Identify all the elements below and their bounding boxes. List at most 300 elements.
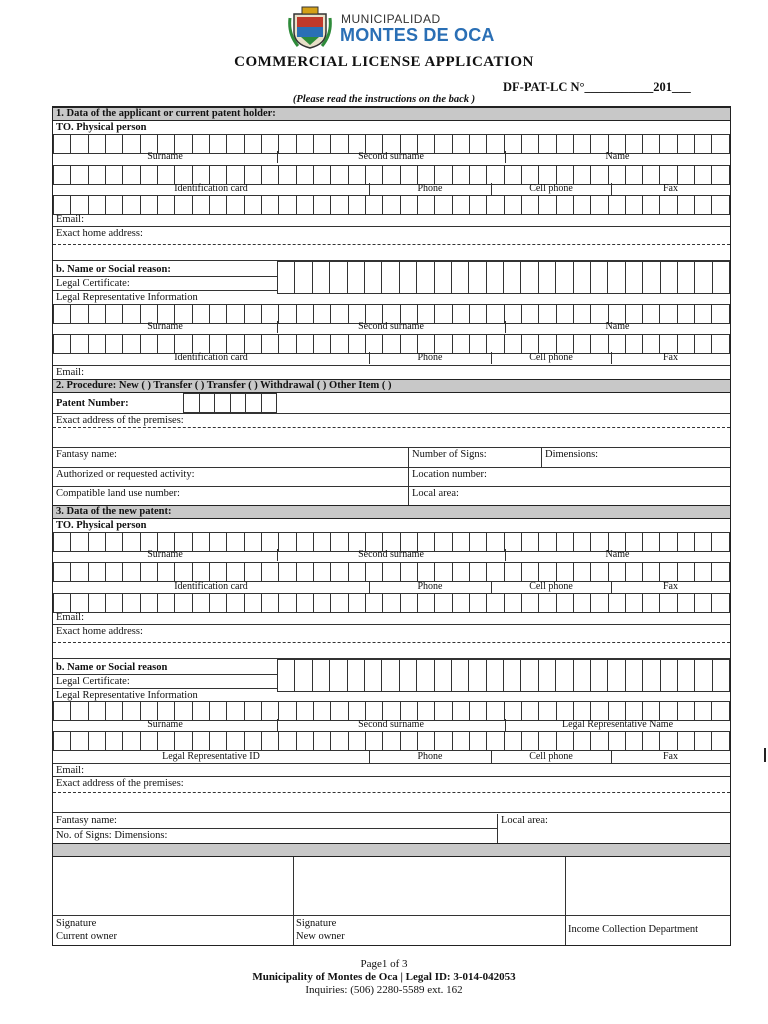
char-box[interactable] xyxy=(659,165,676,185)
char-box[interactable] xyxy=(209,701,226,721)
char-box[interactable] xyxy=(192,731,209,751)
char-box[interactable] xyxy=(330,334,347,354)
char-box[interactable] xyxy=(364,261,381,294)
char-box[interactable] xyxy=(521,334,538,354)
char-box[interactable] xyxy=(625,334,642,354)
char-box[interactable] xyxy=(122,593,139,613)
char-box[interactable] xyxy=(573,593,590,613)
char-box[interactable] xyxy=(296,334,313,354)
char-box[interactable] xyxy=(625,165,642,185)
char-box[interactable] xyxy=(261,165,278,185)
char-box[interactable] xyxy=(625,261,642,294)
char-box[interactable] xyxy=(226,195,243,215)
char-box[interactable] xyxy=(53,562,70,582)
char-box[interactable] xyxy=(590,562,607,582)
s3-contact-boxes[interactable] xyxy=(53,593,730,613)
s1-address-line[interactable] xyxy=(53,237,730,245)
char-box[interactable] xyxy=(70,562,87,582)
char-box[interactable] xyxy=(88,165,105,185)
char-box[interactable] xyxy=(382,593,399,613)
s3-email-field[interactable]: Email: xyxy=(53,611,730,625)
char-box[interactable] xyxy=(711,731,729,751)
char-box[interactable] xyxy=(157,334,174,354)
char-box[interactable] xyxy=(452,701,469,721)
char-box[interactable] xyxy=(313,701,330,721)
char-box[interactable] xyxy=(538,195,555,215)
char-box[interactable] xyxy=(677,165,694,185)
char-box[interactable] xyxy=(348,731,365,751)
s2-number-of-signs-field[interactable]: Number of Signs: xyxy=(409,448,542,468)
char-box[interactable] xyxy=(607,261,624,294)
char-box[interactable] xyxy=(556,701,573,721)
char-box[interactable] xyxy=(261,562,278,582)
char-box[interactable] xyxy=(347,659,364,692)
char-box[interactable] xyxy=(312,659,329,692)
char-box[interactable] xyxy=(88,701,105,721)
char-box[interactable] xyxy=(625,659,642,692)
char-box[interactable] xyxy=(694,659,711,692)
char-box[interactable] xyxy=(296,701,313,721)
char-box[interactable] xyxy=(521,701,538,721)
s2-fantasy-name-field[interactable]: Fantasy name: xyxy=(53,448,409,468)
char-box[interactable] xyxy=(573,261,590,294)
char-box[interactable] xyxy=(434,562,451,582)
char-box[interactable] xyxy=(400,593,417,613)
s2-premises-line[interactable] xyxy=(53,422,730,428)
char-box[interactable] xyxy=(296,593,313,613)
char-box[interactable] xyxy=(70,593,87,613)
s2-location-number-field[interactable]: Location number: xyxy=(409,468,730,487)
s2-land-use-field[interactable]: Compatible land use number: xyxy=(53,487,409,506)
char-box[interactable] xyxy=(608,165,625,185)
char-box[interactable] xyxy=(277,659,294,692)
char-box[interactable] xyxy=(192,165,209,185)
char-box[interactable] xyxy=(468,261,485,294)
char-box[interactable] xyxy=(573,195,590,215)
char-box[interactable] xyxy=(625,731,642,751)
char-box[interactable] xyxy=(382,701,399,721)
char-box[interactable] xyxy=(209,731,226,751)
char-box[interactable] xyxy=(590,195,607,215)
char-box[interactable] xyxy=(573,562,590,582)
char-box[interactable] xyxy=(504,195,521,215)
char-box[interactable] xyxy=(278,701,295,721)
char-box[interactable] xyxy=(88,195,105,215)
char-box[interactable] xyxy=(70,165,87,185)
char-box[interactable] xyxy=(261,334,278,354)
char-box[interactable] xyxy=(294,261,311,294)
char-box[interactable] xyxy=(469,165,486,185)
income-collection-dept[interactable]: Income Collection Department xyxy=(568,924,699,935)
char-box[interactable] xyxy=(538,701,555,721)
char-box[interactable] xyxy=(452,195,469,215)
char-box[interactable] xyxy=(140,593,157,613)
char-box[interactable] xyxy=(261,593,278,613)
char-box[interactable] xyxy=(608,562,625,582)
s3-rep-email-field[interactable]: Email: xyxy=(53,763,730,777)
char-box[interactable] xyxy=(417,731,434,751)
char-box[interactable] xyxy=(277,261,294,294)
char-box[interactable] xyxy=(556,593,573,613)
s1-email-field[interactable]: Email: xyxy=(53,213,730,227)
char-box[interactable] xyxy=(642,562,659,582)
char-box[interactable] xyxy=(122,165,139,185)
char-box[interactable] xyxy=(199,393,215,413)
char-box[interactable] xyxy=(347,261,364,294)
char-box[interactable] xyxy=(226,731,243,751)
char-box[interactable] xyxy=(312,261,329,294)
char-box[interactable] xyxy=(417,701,434,721)
s3-fantasy-name-field[interactable]: Fantasy name: xyxy=(53,814,498,829)
char-box[interactable] xyxy=(296,731,313,751)
char-box[interactable] xyxy=(694,165,711,185)
char-box[interactable] xyxy=(296,165,313,185)
char-box[interactable] xyxy=(486,195,503,215)
s2-local-area-field[interactable]: Local area: xyxy=(412,488,459,499)
char-box[interactable] xyxy=(660,659,677,692)
char-box[interactable] xyxy=(399,261,416,294)
char-box[interactable] xyxy=(469,195,486,215)
char-box[interactable] xyxy=(608,701,625,721)
char-box[interactable] xyxy=(348,562,365,582)
char-box[interactable] xyxy=(677,195,694,215)
char-box[interactable] xyxy=(538,659,555,692)
char-box[interactable] xyxy=(140,165,157,185)
char-box[interactable] xyxy=(88,334,105,354)
char-box[interactable] xyxy=(209,562,226,582)
char-box[interactable] xyxy=(556,165,573,185)
char-box[interactable] xyxy=(88,731,105,751)
char-box[interactable] xyxy=(174,701,191,721)
s3-premises-line[interactable] xyxy=(53,787,730,793)
char-box[interactable] xyxy=(607,659,624,692)
char-box[interactable] xyxy=(452,562,469,582)
char-box[interactable] xyxy=(313,731,330,751)
char-box[interactable] xyxy=(70,731,87,751)
char-box[interactable] xyxy=(105,731,122,751)
char-box[interactable] xyxy=(105,195,122,215)
char-box[interactable] xyxy=(278,334,295,354)
char-box[interactable] xyxy=(486,659,503,692)
char-box[interactable] xyxy=(278,562,295,582)
s3-rep-name-boxes[interactable] xyxy=(53,701,730,721)
char-box[interactable] xyxy=(105,165,122,185)
char-box[interactable] xyxy=(157,701,174,721)
char-box[interactable] xyxy=(469,701,486,721)
char-box[interactable] xyxy=(330,593,347,613)
char-box[interactable] xyxy=(504,562,521,582)
char-box[interactable] xyxy=(417,593,434,613)
char-box[interactable] xyxy=(694,701,711,721)
char-box[interactable] xyxy=(642,165,659,185)
char-box[interactable] xyxy=(659,562,676,582)
char-box[interactable] xyxy=(365,195,382,215)
char-box[interactable] xyxy=(330,165,347,185)
char-box[interactable] xyxy=(382,731,399,751)
char-box[interactable] xyxy=(417,562,434,582)
char-box[interactable] xyxy=(573,334,590,354)
char-box[interactable] xyxy=(504,731,521,751)
char-box[interactable] xyxy=(486,165,503,185)
char-box[interactable] xyxy=(625,195,642,215)
char-box[interactable] xyxy=(140,334,157,354)
char-box[interactable] xyxy=(538,731,555,751)
char-box[interactable] xyxy=(70,195,87,215)
char-box[interactable] xyxy=(590,261,607,294)
s2-patent-number-boxes[interactable] xyxy=(183,393,277,413)
char-box[interactable] xyxy=(209,593,226,613)
char-box[interactable] xyxy=(659,195,676,215)
char-box[interactable] xyxy=(313,562,330,582)
signature-current-owner[interactable]: Signature Current owner xyxy=(56,918,117,942)
char-box[interactable] xyxy=(105,562,122,582)
char-box[interactable] xyxy=(261,701,278,721)
char-box[interactable] xyxy=(555,261,572,294)
char-box[interactable] xyxy=(573,701,590,721)
char-box[interactable] xyxy=(382,562,399,582)
char-box[interactable] xyxy=(365,562,382,582)
char-box[interactable] xyxy=(469,334,486,354)
char-box[interactable] xyxy=(230,393,246,413)
char-box[interactable] xyxy=(122,731,139,751)
char-box[interactable] xyxy=(365,334,382,354)
char-box[interactable] xyxy=(642,334,659,354)
char-box[interactable] xyxy=(520,261,537,294)
char-box[interactable] xyxy=(244,334,261,354)
char-box[interactable] xyxy=(486,593,503,613)
char-box[interactable] xyxy=(556,334,573,354)
char-box[interactable] xyxy=(520,659,537,692)
char-box[interactable] xyxy=(590,593,607,613)
char-box[interactable] xyxy=(157,593,174,613)
char-box[interactable] xyxy=(278,593,295,613)
char-box[interactable] xyxy=(183,393,199,413)
char-box[interactable] xyxy=(711,701,729,721)
char-box[interactable] xyxy=(140,701,157,721)
char-box[interactable] xyxy=(521,195,538,215)
char-box[interactable] xyxy=(174,195,191,215)
char-box[interactable] xyxy=(556,731,573,751)
char-box[interactable] xyxy=(642,701,659,721)
char-box[interactable] xyxy=(573,659,590,692)
s3-rep-id-boxes[interactable] xyxy=(53,731,730,751)
char-box[interactable] xyxy=(694,334,711,354)
char-box[interactable] xyxy=(677,731,694,751)
char-box[interactable] xyxy=(192,195,209,215)
char-box[interactable] xyxy=(174,334,191,354)
char-box[interactable] xyxy=(294,659,311,692)
char-box[interactable] xyxy=(245,393,261,413)
char-box[interactable] xyxy=(538,334,555,354)
s3-address-line[interactable] xyxy=(53,635,730,643)
char-box[interactable] xyxy=(140,195,157,215)
char-box[interactable] xyxy=(452,165,469,185)
char-box[interactable] xyxy=(53,195,70,215)
char-box[interactable] xyxy=(625,593,642,613)
char-box[interactable] xyxy=(364,659,381,692)
char-box[interactable] xyxy=(348,701,365,721)
char-box[interactable] xyxy=(365,165,382,185)
s3-id-boxes[interactable] xyxy=(53,562,730,582)
char-box[interactable] xyxy=(209,195,226,215)
char-box[interactable] xyxy=(694,593,711,613)
char-box[interactable] xyxy=(521,731,538,751)
char-box[interactable] xyxy=(486,731,503,751)
char-box[interactable] xyxy=(573,731,590,751)
char-box[interactable] xyxy=(659,701,676,721)
char-box[interactable] xyxy=(313,334,330,354)
s3-social-reason-boxes[interactable] xyxy=(277,659,730,692)
char-box[interactable] xyxy=(399,659,416,692)
s1-rep-email-field[interactable]: Email: xyxy=(53,365,730,379)
char-box[interactable] xyxy=(486,562,503,582)
char-box[interactable] xyxy=(348,593,365,613)
char-box[interactable] xyxy=(400,731,417,751)
char-box[interactable] xyxy=(556,195,573,215)
char-box[interactable] xyxy=(278,731,295,751)
char-box[interactable] xyxy=(694,195,711,215)
char-box[interactable] xyxy=(209,165,226,185)
char-box[interactable] xyxy=(330,701,347,721)
char-box[interactable] xyxy=(677,261,694,294)
signature-new-owner[interactable]: Signature New owner xyxy=(296,918,345,942)
char-box[interactable] xyxy=(400,165,417,185)
s1-social-reason-boxes[interactable] xyxy=(277,261,730,294)
char-box[interactable] xyxy=(538,165,555,185)
char-box[interactable] xyxy=(329,261,346,294)
char-box[interactable] xyxy=(452,593,469,613)
char-box[interactable] xyxy=(53,701,70,721)
char-box[interactable] xyxy=(416,261,433,294)
s1-contact-boxes[interactable] xyxy=(53,195,730,215)
char-box[interactable] xyxy=(53,593,70,613)
char-box[interactable] xyxy=(244,593,261,613)
char-box[interactable] xyxy=(400,334,417,354)
char-box[interactable] xyxy=(105,593,122,613)
char-box[interactable] xyxy=(538,593,555,613)
char-box[interactable] xyxy=(382,165,399,185)
char-box[interactable] xyxy=(434,165,451,185)
char-box[interactable] xyxy=(677,659,694,692)
char-box[interactable] xyxy=(452,731,469,751)
s3-signs-dimensions-field[interactable]: No. of Signs: Dimensions: xyxy=(53,829,498,843)
char-box[interactable] xyxy=(226,562,243,582)
char-box[interactable] xyxy=(469,562,486,582)
char-box[interactable] xyxy=(244,165,261,185)
char-box[interactable] xyxy=(504,701,521,721)
char-box[interactable] xyxy=(105,701,122,721)
char-box[interactable] xyxy=(677,701,694,721)
char-box[interactable] xyxy=(174,165,191,185)
char-box[interactable] xyxy=(504,593,521,613)
char-box[interactable] xyxy=(486,334,503,354)
char-box[interactable] xyxy=(590,165,607,185)
char-box[interactable] xyxy=(382,334,399,354)
char-box[interactable] xyxy=(261,393,278,413)
char-box[interactable] xyxy=(694,261,711,294)
char-box[interactable] xyxy=(677,334,694,354)
char-box[interactable] xyxy=(140,731,157,751)
char-box[interactable] xyxy=(244,195,261,215)
char-box[interactable] xyxy=(157,195,174,215)
char-box[interactable] xyxy=(192,701,209,721)
char-box[interactable] xyxy=(434,195,451,215)
s1-id-boxes[interactable] xyxy=(53,165,730,185)
char-box[interactable] xyxy=(452,334,469,354)
char-box[interactable] xyxy=(296,195,313,215)
char-box[interactable] xyxy=(70,701,87,721)
char-box[interactable] xyxy=(642,593,659,613)
char-box[interactable] xyxy=(382,195,399,215)
char-box[interactable] xyxy=(53,334,70,354)
char-box[interactable] xyxy=(711,593,729,613)
char-box[interactable] xyxy=(711,165,729,185)
char-box[interactable] xyxy=(521,593,538,613)
char-box[interactable] xyxy=(261,195,278,215)
char-box[interactable] xyxy=(400,701,417,721)
char-box[interactable] xyxy=(711,562,729,582)
char-box[interactable] xyxy=(590,731,607,751)
char-box[interactable] xyxy=(122,562,139,582)
char-box[interactable] xyxy=(677,562,694,582)
char-box[interactable] xyxy=(157,731,174,751)
char-box[interactable] xyxy=(122,334,139,354)
char-box[interactable] xyxy=(504,334,521,354)
s2-dimensions-field[interactable]: Dimensions: xyxy=(542,448,730,468)
char-box[interactable] xyxy=(642,659,659,692)
char-box[interactable] xyxy=(122,701,139,721)
char-box[interactable] xyxy=(556,562,573,582)
char-box[interactable] xyxy=(468,659,485,692)
char-box[interactable] xyxy=(521,562,538,582)
char-box[interactable] xyxy=(244,701,261,721)
char-box[interactable] xyxy=(278,195,295,215)
char-box[interactable] xyxy=(209,334,226,354)
char-box[interactable] xyxy=(244,562,261,582)
char-box[interactable] xyxy=(711,195,729,215)
char-box[interactable] xyxy=(659,731,676,751)
char-box[interactable] xyxy=(53,731,70,751)
char-box[interactable] xyxy=(157,562,174,582)
char-box[interactable] xyxy=(400,562,417,582)
char-box[interactable] xyxy=(434,659,451,692)
char-box[interactable] xyxy=(642,195,659,215)
char-box[interactable] xyxy=(660,261,677,294)
char-box[interactable] xyxy=(192,562,209,582)
char-box[interactable] xyxy=(608,195,625,215)
char-box[interactable] xyxy=(434,701,451,721)
char-box[interactable] xyxy=(226,593,243,613)
char-box[interactable] xyxy=(608,593,625,613)
char-box[interactable] xyxy=(503,659,520,692)
char-box[interactable] xyxy=(573,165,590,185)
s3-local-area-field[interactable]: Local area: xyxy=(501,815,548,826)
char-box[interactable] xyxy=(214,393,230,413)
char-box[interactable] xyxy=(365,593,382,613)
char-box[interactable] xyxy=(381,659,398,692)
char-box[interactable] xyxy=(434,731,451,751)
char-box[interactable] xyxy=(105,334,122,354)
char-box[interactable] xyxy=(555,659,572,692)
char-box[interactable] xyxy=(261,731,278,751)
char-box[interactable] xyxy=(659,334,676,354)
s2-activity-field[interactable]: Authorized or requested activity: xyxy=(53,468,409,487)
char-box[interactable] xyxy=(694,562,711,582)
char-box[interactable] xyxy=(434,334,451,354)
char-box[interactable] xyxy=(381,261,398,294)
char-box[interactable] xyxy=(486,701,503,721)
char-box[interactable] xyxy=(330,562,347,582)
